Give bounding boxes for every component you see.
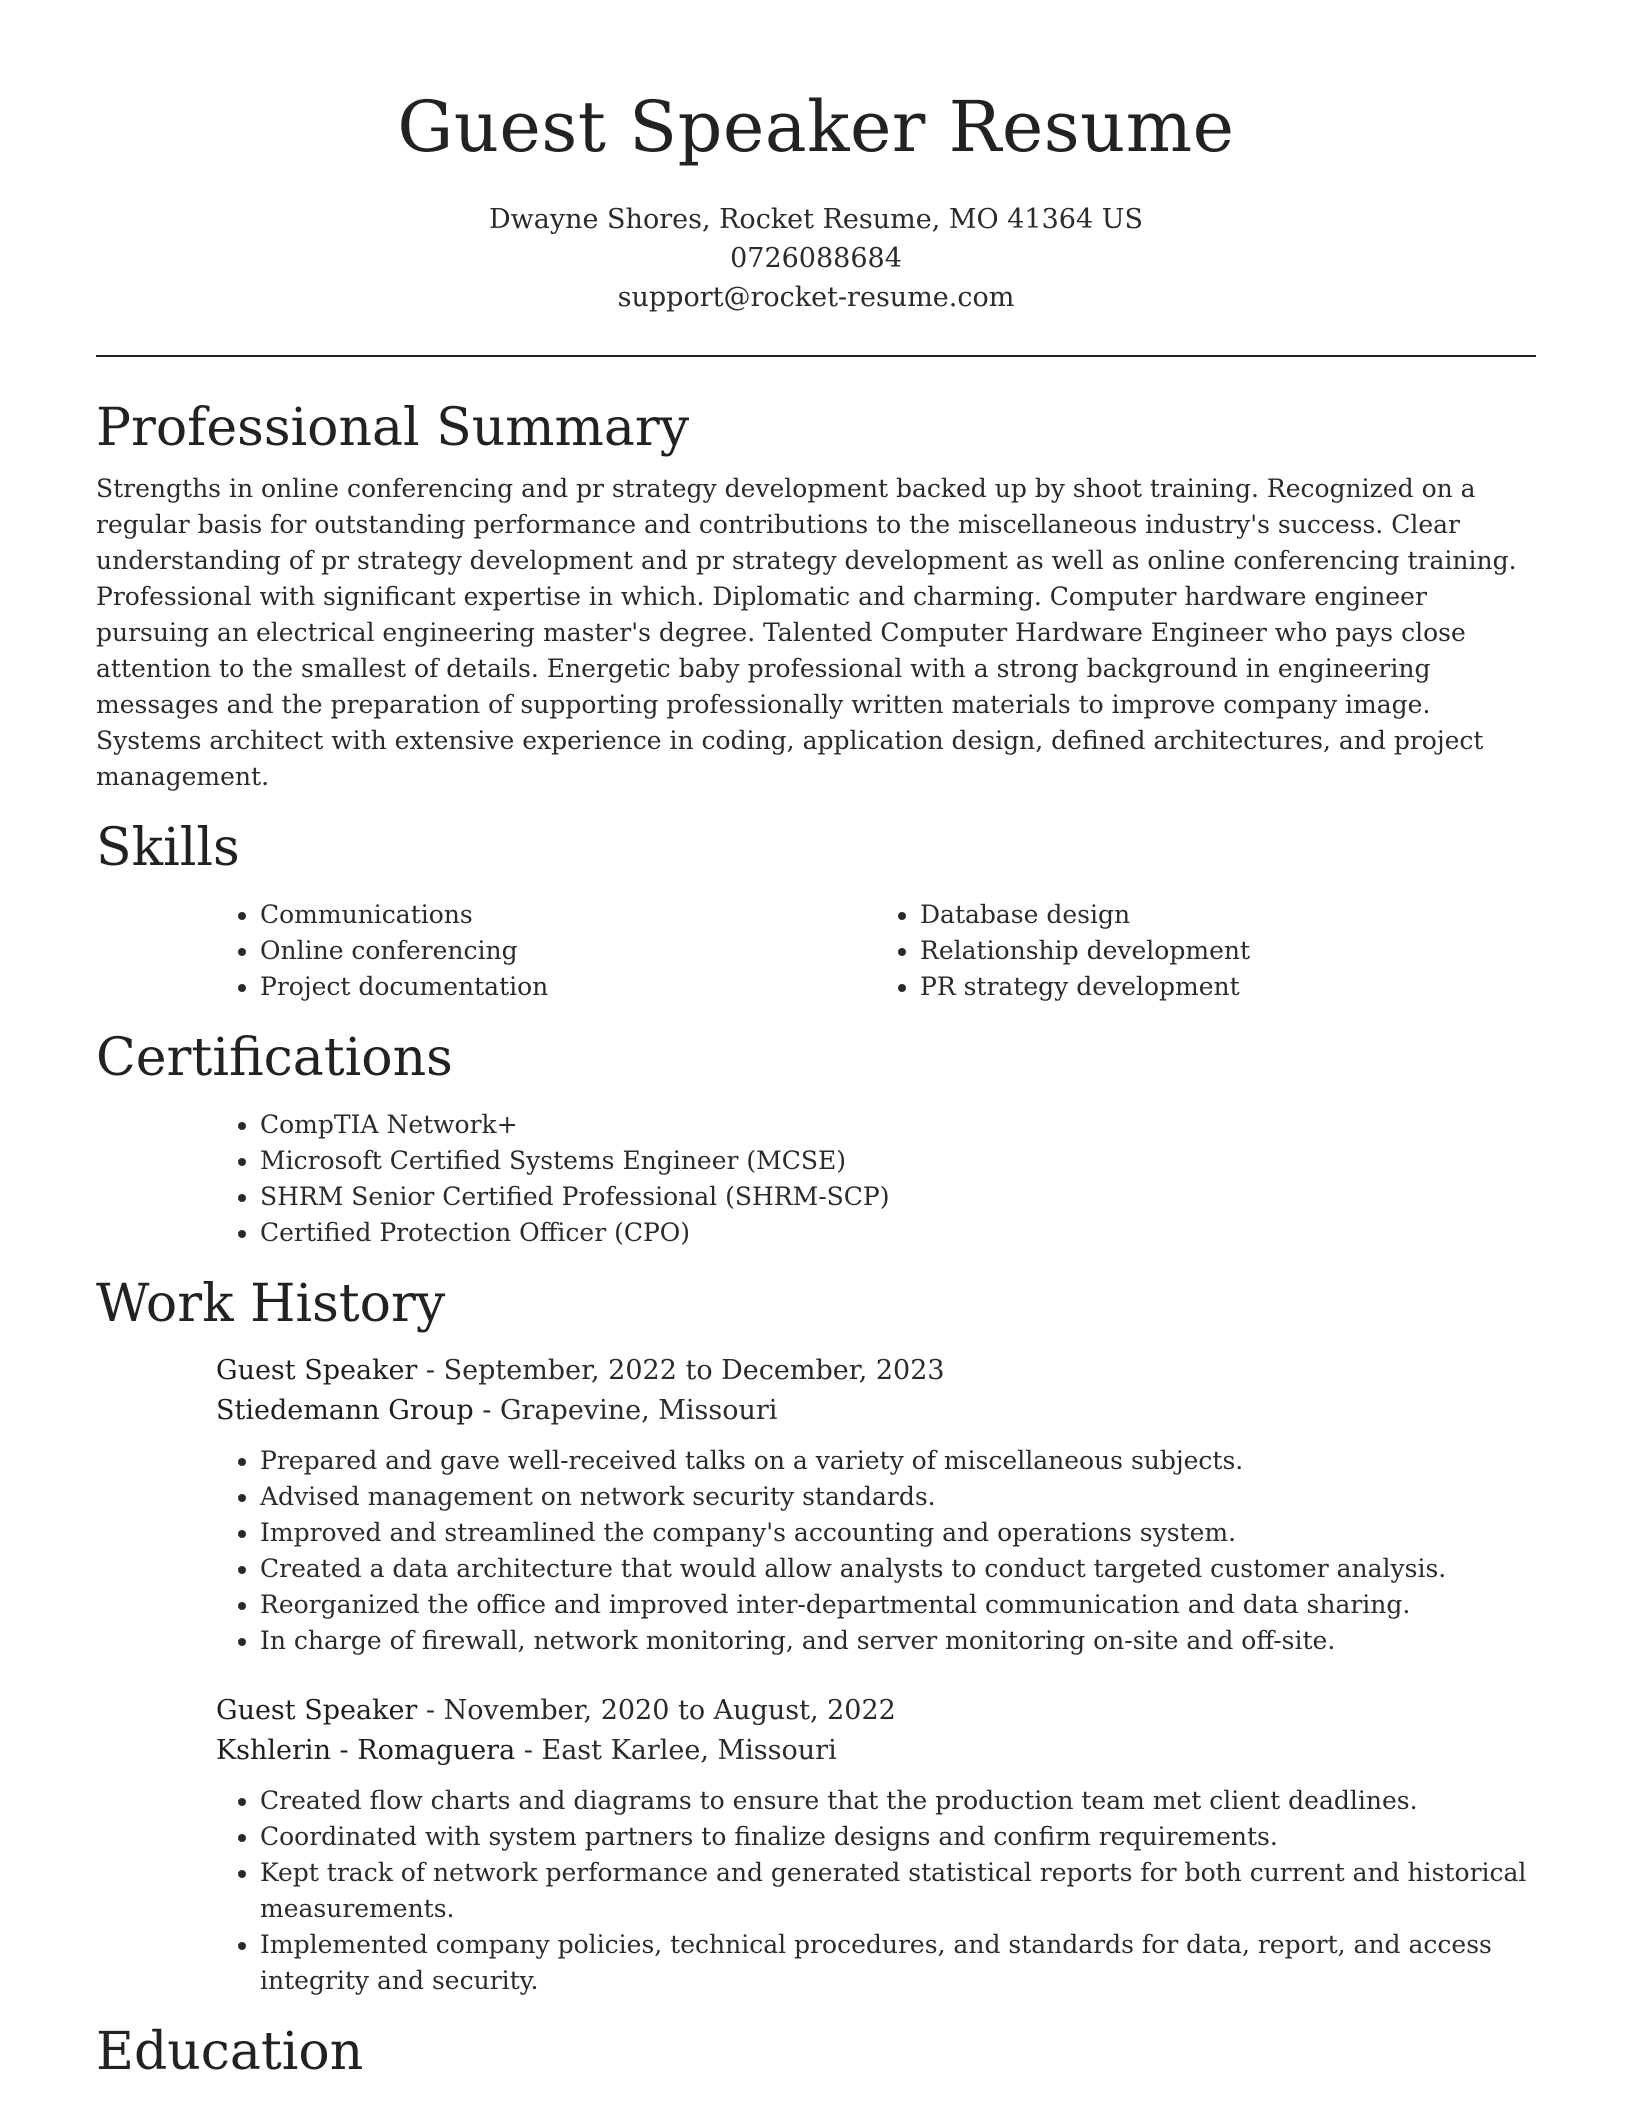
list-item: • Certified Protection Officer (CPO)	[260, 1215, 1536, 1251]
summary-text: Strengths in online conferencing and pr strategy development backed up by shoot training. Recognized on a regular basis for outstanding performance and contributions to the miscellaneous industry's success. Clear understanding of pr strategy development and pr strategy development as well as online conferencing training. Professional with significant expertise in which. Diplomatic and charming. Computer hardware engineer pursuing an electrical engineering master's degree. Talented Computer Hardware Engineer who pays close attention to the smallest of details. Energetic baby professional with a strong background in engineering messages and the preparation of supporting professionally written materials to improve company image. Systems architect with extensive experience in coding, application design, defined architectures, and project management.	[96, 474, 1517, 791]
work-history-section	[96, 1269, 1536, 1999]
list-item: • Advised management on network security standards.	[260, 1479, 1536, 1515]
education-heading: Education	[96, 2022, 364, 2082]
list-item: • Project documentation	[260, 969, 876, 1005]
list-item: • Prepared and gave well-received talks on a variety of miscellaneous subjects.	[260, 1443, 1536, 1479]
list-item: • Online conferencing	[260, 933, 876, 969]
contact-info	[96, 200, 1536, 317]
list-item: • SHRM Senior Certified Professional (SHRM-SCP)	[260, 1179, 1536, 1215]
address-text: Dwayne Shores, Rocket Resume, MO 41364 US	[489, 204, 1143, 235]
list-item: • Reorganized the office and improved inter-departmental communication and data sharing.	[260, 1587, 1536, 1623]
work-history-heading: Work History	[96, 1274, 446, 1334]
job-title: Guest Speaker	[216, 1695, 418, 1726]
resume-header	[96, 0, 1536, 317]
phone-text: 0726088684	[730, 243, 902, 274]
skills-heading: Skills	[96, 818, 240, 878]
list-item: • Created flow charts and diagrams to ensure that the production team met client deadlines.	[260, 1783, 1536, 1819]
job-bullets	[96, 1783, 1536, 1999]
skills-list-left	[216, 897, 876, 1005]
job-dates: - November, 2020 to August, 2022	[417, 1695, 896, 1726]
skills-list-right	[876, 897, 1536, 1005]
certifications-heading: Certifications	[96, 1028, 453, 1088]
job-dates: - September, 2022 to December, 2023	[417, 1355, 945, 1386]
job-company: Kshlerin - Romaguera	[216, 1735, 516, 1766]
job-location: - East Karlee, Missouri	[515, 1735, 837, 1766]
list-item: • Database design	[920, 897, 1536, 933]
skills-section	[96, 813, 1536, 1005]
job-entry	[216, 1351, 1536, 1659]
list-item: • Relationship development	[920, 933, 1536, 969]
list-item: • Created a data architecture that would allow analysts to conduct targeted customer analysis.	[260, 1551, 1536, 1587]
summary-heading: Professional Summary	[96, 398, 690, 458]
page-title: Guest Speaker Resume	[397, 86, 1235, 168]
job-company-line	[216, 1731, 1536, 1771]
email-text: support@rocket-resume.com	[617, 282, 1015, 313]
list-item: • Kept track of network performance and generated statistical reports for both current and historical measurements.	[260, 1855, 1536, 1927]
list-item: • PR strategy development	[920, 969, 1536, 1005]
job-company: Stiedemann Group	[216, 1395, 474, 1426]
job-entry	[216, 1691, 1536, 1999]
summary-section	[96, 393, 1536, 795]
list-item: • In charge of firewall, network monitoring, and server monitoring on-site and off-site.	[260, 1623, 1536, 1659]
header-divider	[96, 355, 1536, 357]
list-item: • Improved and streamlined the company's accounting and operations system.	[260, 1515, 1536, 1551]
list-item: • Implemented company policies, technical procedures, and standards for data, report, and access integrity and security.	[260, 1927, 1536, 1999]
job-title: Guest Speaker	[216, 1355, 418, 1386]
job-title-line	[216, 1351, 1536, 1391]
job-company-line	[216, 1391, 1536, 1431]
skills-columns	[216, 897, 1536, 1005]
certifications-section	[96, 1023, 1536, 1251]
list-item: • Microsoft Certified Systems Engineer (MCSE)	[260, 1143, 1536, 1179]
job-title-line	[216, 1691, 1536, 1731]
list-item: • CompTIA Network+	[260, 1107, 1536, 1143]
certifications-list	[216, 1107, 1536, 1251]
job-location: - Grapevine, Missouri	[473, 1395, 778, 1426]
list-item: • Communications	[260, 897, 876, 933]
list-item: • Coordinated with system partners to finalize designs and confirm requirements.	[260, 1819, 1536, 1855]
job-bullets	[96, 1443, 1536, 1659]
education-section	[96, 2017, 1536, 2087]
